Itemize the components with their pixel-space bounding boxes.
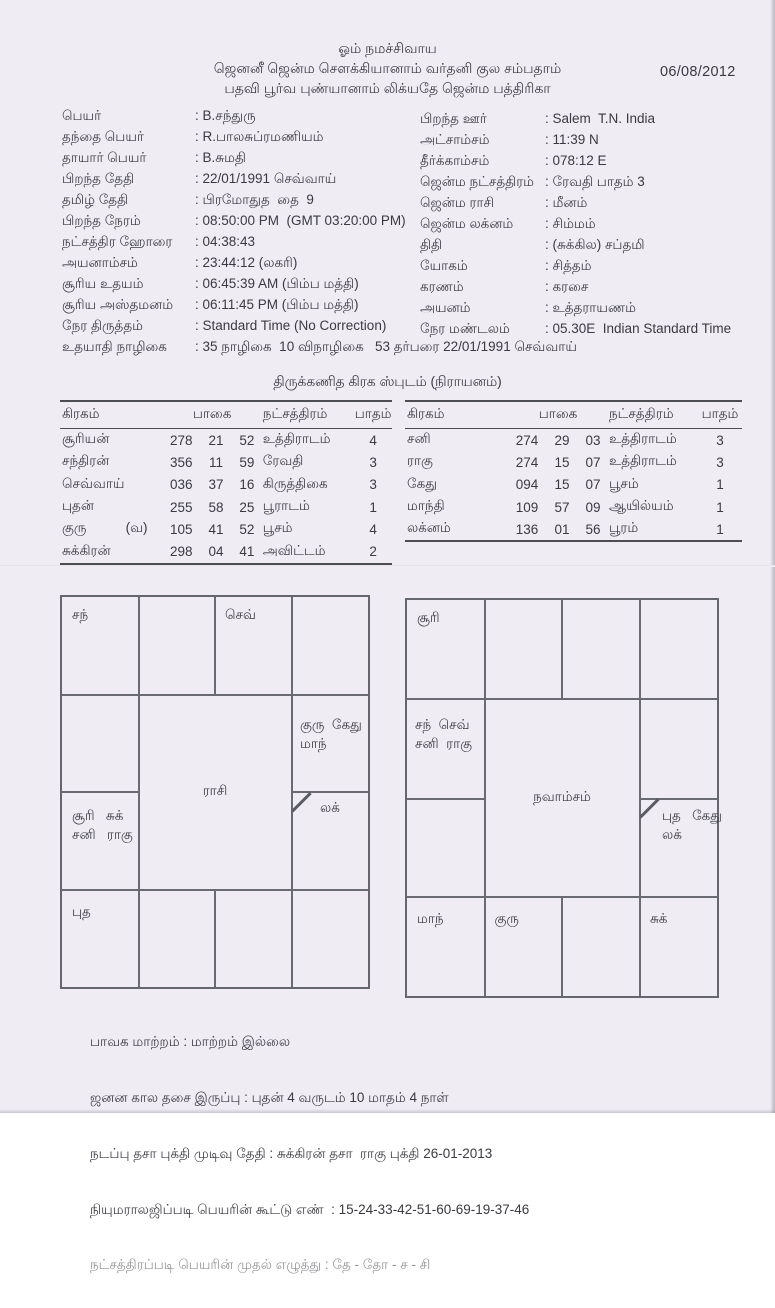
graha-name: செவ்வாய்	[62, 475, 125, 491]
graha-name: கேது	[407, 475, 437, 491]
graha-name: புதன்	[62, 498, 94, 514]
graha-name: சனி	[407, 431, 431, 447]
paper-fold-crease	[0, 565, 775, 567]
birth-details-right-column	[420, 111, 731, 342]
detail-row-time-zone	[420, 321, 731, 342]
column-header-degree: பாகை	[538, 406, 578, 421]
cell-planets: புத கேது	[662, 808, 723, 823]
detail-value: : 06:45:39 AM (பிம்ப மத்தி)	[195, 276, 359, 291]
detail-label: ஜென்ம ராசி	[420, 195, 495, 210]
cell-planets: லக்	[662, 827, 682, 842]
table-row-sani	[405, 429, 742, 451]
minute-value: 58	[208, 499, 224, 515]
detail-label: அயனாம்சம்	[62, 255, 138, 270]
degree-value: 274	[515, 454, 539, 470]
detail-value: : 078:12 E	[545, 153, 607, 168]
second-value: 16	[239, 477, 255, 493]
detail-label: நேர திருத்தம்	[62, 318, 143, 333]
detail-label: அட்சாம்சம்	[420, 132, 490, 147]
minute-value: 29	[554, 432, 570, 448]
table-row-guru	[60, 518, 392, 540]
detail-value: : மீனம்	[545, 195, 588, 210]
detail-label: சூரிய உதயம்	[62, 276, 144, 291]
detail-row-yogam	[420, 258, 731, 279]
padam-value: 1	[716, 521, 724, 537]
detail-label: யோகம்	[420, 258, 468, 273]
star-name: உத்திராடம்	[262, 431, 331, 447]
cell-planets: செவ்	[225, 607, 256, 622]
table-row-mandhi	[405, 496, 742, 518]
grid-line	[291, 890, 293, 988]
detail-row-janma-rasi	[420, 195, 731, 216]
detail-value: : 23:44:12 (லகரி)	[195, 255, 298, 270]
second-value: 52	[239, 432, 255, 448]
table-row-rahu	[405, 451, 742, 473]
minute-value: 41	[208, 521, 224, 537]
navamsa-cell-virgo	[640, 897, 727, 1007]
second-value: 07	[585, 454, 601, 470]
rasi-cell-capricorn	[62, 792, 148, 903]
detail-value: : (சுக்கில) சப்தமி	[545, 237, 645, 252]
detail-value: : 11:39 N	[545, 132, 599, 147]
second-value: 59	[239, 454, 255, 470]
detail-label: பிறந்த ஊர்	[420, 111, 487, 126]
minute-value: 11	[209, 454, 224, 470]
planet-table-header	[60, 402, 392, 429]
document-header	[0, 38, 775, 98]
planet-table-left	[60, 400, 392, 565]
navamsa-cell-sagittarius	[407, 897, 494, 1007]
detail-label: நேர மண்டலம்	[420, 321, 510, 336]
detail-row-latitude	[420, 132, 731, 153]
bhava-change-note: பாவக மாற்றம் : மாற்றம் இல்லை	[90, 1034, 291, 1050]
lagna-diagonal-mark	[291, 792, 311, 812]
minute-value: 01	[554, 521, 570, 537]
graha-name: சுக்கிரன்	[62, 542, 111, 558]
cell-planets: குரு கேது	[300, 716, 362, 732]
detail-label: கரணம்	[420, 279, 464, 294]
second-value: 25	[239, 499, 255, 515]
padam-value: 1	[716, 499, 724, 515]
navamsa-cell-leo-lagna	[640, 798, 739, 904]
graha-name: ராகு	[407, 453, 433, 469]
detail-value: : B.சுமதி	[195, 150, 246, 165]
detail-label: பிறந்த தேதி	[62, 171, 135, 186]
graha-name: மாந்தி	[407, 498, 445, 514]
table-row-lagnam	[405, 518, 742, 540]
padam-value: 3	[716, 432, 724, 448]
rasi-cell-sagittarius	[62, 890, 148, 999]
detail-row-udayathi-nazhigai	[62, 339, 577, 360]
second-value: 03	[585, 432, 601, 448]
detail-row-janma-nakshatram	[420, 174, 731, 195]
cell-planets: சூரி சுக்	[72, 808, 124, 823]
grid-line	[214, 890, 216, 988]
detail-label: தமிழ் தேதி	[62, 192, 129, 207]
lagna-diagonal-mark	[639, 798, 659, 818]
star-name: ரேவதி	[262, 453, 304, 469]
minute-value: 15	[554, 454, 570, 470]
detail-value: : கரசை	[545, 279, 589, 294]
column-header-graha: கிரகம்	[407, 406, 445, 421]
planet-table-header	[405, 402, 742, 429]
table-row-sevvai	[60, 474, 392, 496]
navamsa-chart	[405, 598, 723, 998]
cell-planets: சந் செவ்	[415, 717, 470, 732]
detail-label: திதி	[420, 237, 443, 252]
detail-label: தீர்க்காம்சம்	[420, 153, 490, 168]
detail-label: ஜென்ம லக்னம்	[420, 216, 514, 231]
degree-value: 274	[515, 432, 539, 448]
padam-value: 1	[369, 499, 377, 515]
detail-value: : உத்தராயணம்	[545, 300, 636, 315]
detail-value: : 06:11:45 PM (பிம்ப மத்தி)	[195, 297, 359, 312]
cell-planets: மாந்	[300, 735, 327, 751]
rasi-chart	[60, 595, 370, 989]
cell-planets: லக்	[320, 800, 340, 815]
detail-label: நட்சத்திர ஹோரை	[62, 234, 173, 249]
padam-value: 1	[716, 477, 724, 493]
degree-value: 036	[170, 477, 193, 493]
graha-name: லக்னம்	[407, 520, 451, 536]
degree-value: 136	[515, 521, 539, 537]
blessing-line-1: ஜெனனீ ஜென்ம சௌக்கியானாம் வர்தனி குல சம்பதாம்	[213, 60, 562, 76]
degree-value: 094	[515, 477, 539, 493]
padam-value: 3	[369, 454, 377, 470]
cell-planets: சந்	[72, 607, 89, 622]
padam-value: 3	[369, 477, 377, 493]
degree-value: 255	[170, 499, 193, 515]
detail-label: அயனம்	[420, 300, 471, 315]
table-row-suriyan	[60, 429, 392, 451]
numerology-name-number-note: நியுமராலஜிப்படி பெயரின் கூட்டு எண் : 15-24-33-42-51-60-69-19-37-46	[90, 1201, 530, 1217]
second-value: 09	[585, 499, 601, 515]
detail-label: தந்தை பெயர்	[62, 129, 144, 144]
star-name: பூராடம்	[262, 498, 310, 514]
detail-label: பெயர்	[62, 108, 102, 123]
rasi-cell-pisces	[62, 597, 148, 702]
navamsa-cell-pisces	[407, 600, 494, 706]
graha-note: (வ)	[125, 520, 148, 536]
minute-value: 57	[554, 499, 570, 515]
current-dasa-bukthi-note: நடப்பு தசா புக்தி முடிவு தேதி : சுக்கிரன் தசா ராகு புக்தி 26-01-2013	[90, 1145, 493, 1161]
cell-planets: சூரி	[417, 610, 440, 625]
detail-value: : ரேவதி பாதம் 3	[545, 174, 645, 189]
detail-value: : R.பாலசுப்ரமணியம்	[195, 129, 324, 144]
second-value: 56	[585, 521, 601, 537]
star-name: உத்திராடம்	[609, 453, 677, 469]
second-value: 52	[239, 521, 255, 537]
padam-value: 3	[716, 454, 724, 470]
scan-edge-shadow-right	[770, 0, 775, 1113]
column-header-padam: பாதம்	[701, 406, 739, 421]
degree-value: 278	[170, 432, 193, 448]
minute-value: 21	[208, 432, 224, 448]
detail-label: சூரிய அஸ்தமனம்	[62, 297, 174, 312]
degree-value: 109	[515, 499, 539, 515]
detail-row-longitude	[420, 153, 731, 174]
grid-line	[639, 600, 641, 699]
table-row-sukkiran	[60, 540, 392, 562]
rasi-cell-taurus	[215, 597, 301, 702]
cell-planets: குரு	[494, 911, 519, 926]
planet-table-right	[405, 400, 742, 542]
grid-line	[561, 600, 563, 699]
star-name: பூசம்	[609, 475, 639, 491]
column-header-graha: கிரகம்	[62, 406, 100, 421]
graha-name: சூரியன்	[62, 431, 110, 447]
birth-dasa-balance-note: ஜனன கால தசை இருப்பு : புதன் 4 வருடம் 10 மாதம் 4 நாள்	[90, 1089, 449, 1105]
navamsa-cell-aquarius	[407, 699, 492, 813]
detail-value: : 05.30E Indian Standard Time	[545, 321, 732, 336]
blessing-line-2: பதவி பூர்வ புண்யானாம் லிக்யதே ஜென்ம பத்திரிகா	[224, 80, 551, 96]
navamsa-cell-scorpio	[485, 897, 572, 1007]
detail-label: ஜென்ம நட்சத்திரம்	[420, 174, 535, 189]
detail-value: : 35 நாழிகை 10 விநாழிகை 53 தர்பரை 22/01/1991 செவ்வாய்	[195, 339, 577, 354]
padam-value: 4	[369, 521, 377, 537]
detail-row-thithi	[420, 237, 731, 258]
degree-value: 356	[170, 454, 193, 470]
cell-planets: சுக்	[650, 911, 668, 926]
minute-value: 15	[554, 477, 570, 493]
detail-value: : Standard Time (No Correction)	[195, 318, 387, 333]
minute-value: 04	[208, 544, 224, 560]
cell-planets: சனி ராகு	[72, 827, 133, 842]
second-value: 41	[239, 544, 255, 560]
name-first-letter-note: நட்சத்திரப்படி பெயரின் முதல் எழுத்து : தே - தோ - ச - சி	[90, 1257, 431, 1273]
star-name: பூரம்	[609, 520, 639, 536]
rasi-cell-leo-lagna	[292, 792, 396, 895]
detail-value: : 08:50:00 PM (GMT 03:20:00 PM)	[195, 213, 406, 228]
star-name: பூசம்	[262, 520, 293, 536]
padam-value: 2	[369, 544, 377, 560]
detail-value: : 04:38:43	[195, 234, 256, 249]
column-header-degree: பாகை	[192, 406, 232, 421]
detail-value: : Salem T.N. India	[545, 111, 656, 126]
footer-notes	[90, 996, 529, 1308]
star-name: ஆயில்யம்	[609, 498, 674, 514]
detail-label: பிறந்த நேரம்	[62, 213, 141, 228]
detail-label: உதயாதி நாழிகை	[62, 339, 167, 354]
degree-value: 105	[170, 521, 193, 537]
star-name: கிருத்திகை	[262, 475, 328, 491]
column-header-star: நட்சத்திரம்	[609, 406, 674, 421]
cell-planets: புத	[72, 903, 91, 919]
graha-name: குரு	[62, 520, 87, 536]
table-row-kethu	[405, 474, 742, 496]
table-row-budhan	[60, 496, 392, 518]
star-name: அவிட்டம்	[262, 542, 326, 558]
rasi-chart-label: ராசி	[202, 783, 228, 798]
graha-name: சந்திரன்	[62, 453, 110, 469]
star-name: உத்திராடம்	[609, 431, 677, 447]
sputam-section-title: திருக்கணித கிரக ஸ்புடம் (நிராயனம்)	[273, 374, 502, 389]
detail-value: : B.சந்துரு	[195, 108, 256, 123]
detail-value: : பிரமோதுத தை 9	[195, 192, 314, 207]
detail-row-karanam	[420, 279, 731, 300]
column-header-padam: பாதம்	[354, 406, 392, 421]
column-header-star: நட்சத்திரம்	[262, 406, 328, 421]
cell-planets: மாந்	[417, 911, 444, 926]
detail-row-janma-lagnam	[420, 216, 731, 237]
detail-label: தாயார் பெயர்	[62, 150, 147, 165]
degree-value: 298	[170, 544, 193, 560]
detail-row-ayanam	[420, 300, 731, 321]
navamsa-chart-label: நவாம்சம்	[533, 789, 591, 804]
detail-value: : 22/01/1991 செவ்வாய்	[195, 171, 337, 186]
minute-value: 37	[208, 477, 224, 493]
scan-date: 06/08/2012	[660, 64, 736, 80]
cell-planets: சனி ராகு	[415, 736, 473, 751]
detail-value: : சித்தம்	[545, 258, 592, 273]
second-value: 07	[585, 477, 601, 493]
detail-value: : சிம்மம்	[545, 216, 596, 231]
detail-row-birth-place	[420, 111, 731, 132]
padam-value: 4	[369, 432, 377, 448]
invocation-line: ஓம் நமச்சிவாய	[338, 40, 437, 56]
table-row-chandiran	[60, 451, 392, 473]
